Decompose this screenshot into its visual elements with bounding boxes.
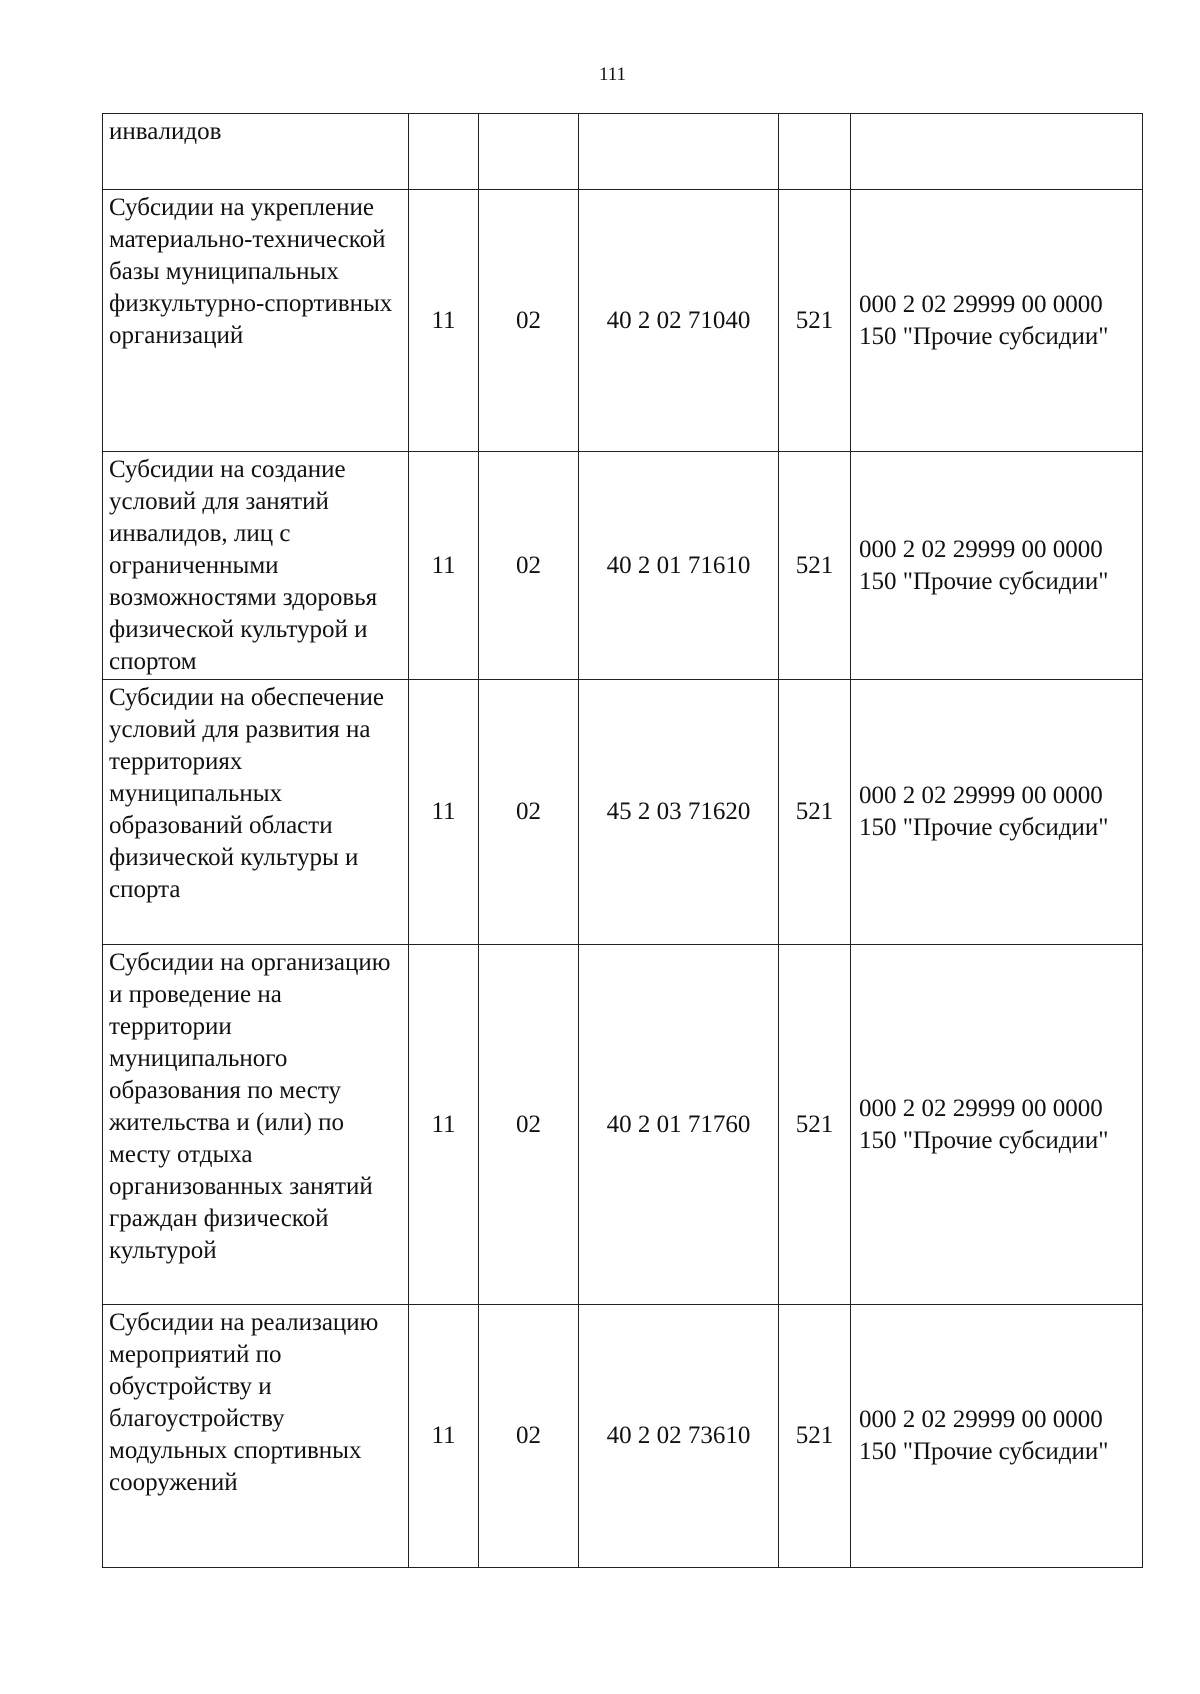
table-row [103,680,1143,945]
row-name-cell: Субсидии на реализацию мероприятий по обустройству и благоустройству модульных спортивных сооружений [103,1305,409,1568]
subsection-code-cell: 02 [479,190,579,452]
page-number: 111 [598,64,627,85]
table-row [103,1305,1143,1568]
section-code-cell [409,114,479,190]
section-code-cell: 11 [409,680,479,945]
section-code-cell: 11 [409,452,479,680]
table-row [103,190,1143,452]
section-code-cell: 11 [409,945,479,1305]
row-name-cell: Субсидии на укрепление материально-технической базы муниципальных физкультурно-спортивных организаций [103,190,409,452]
revenue-source-cell: 000 2 02 29999 00 0000 150 "Прочие субсидии" [851,452,1143,680]
section-code-cell: 11 [409,190,479,452]
target-code-cell: 40 2 01 71760 [579,945,779,1305]
expense-type-cell: 521 [779,1305,851,1568]
expense-type-cell: 521 [779,680,851,945]
table-row [103,114,1143,190]
row-name-cell: Субсидии на создание условий для занятий инвалидов, лиц с ограниченными возможностями здоровья физической культурой и спортом [103,452,409,680]
expense-type-cell: 521 [779,190,851,452]
row-name-cell: Субсидии на обеспечение условий для развития на территориях муниципальных образований области физической культуры и спорта [103,680,409,945]
target-code-cell: 40 2 01 71610 [579,452,779,680]
revenue-source-cell: 000 2 02 29999 00 0000 150 "Прочие субсидии" [851,1305,1143,1568]
expense-type-cell [779,114,851,190]
revenue-source-cell [851,114,1143,190]
expense-type-cell: 521 [779,945,851,1305]
revenue-source-cell: 000 2 02 29999 00 0000 150 "Прочие субсидии" [851,190,1143,452]
row-name-cell: Субсидии на организацию и проведение на территории муниципального образования по месту жительства и (или) по месту отдыха организованных занятий граждан физической культурой [103,945,409,1305]
subsection-code-cell: 02 [479,1305,579,1568]
table-row [103,945,1143,1305]
target-code-cell: 45 2 03 71620 [579,680,779,945]
subsection-code-cell: 02 [479,945,579,1305]
target-code-cell [579,114,779,190]
section-code-cell: 11 [409,1305,479,1568]
subsection-code-cell [479,114,579,190]
row-name-cell: инвалидов [103,114,409,190]
revenue-source-cell: 000 2 02 29999 00 0000 150 "Прочие субсидии" [851,680,1143,945]
table-row [103,452,1143,680]
expense-type-cell: 521 [779,452,851,680]
budget-subsidy-table [102,113,1143,1568]
target-code-cell: 40 2 02 73610 [579,1305,779,1568]
target-code-cell: 40 2 02 71040 [579,190,779,452]
revenue-source-cell: 000 2 02 29999 00 0000 150 "Прочие субсидии" [851,945,1143,1305]
subsection-code-cell: 02 [479,680,579,945]
subsection-code-cell: 02 [479,452,579,680]
